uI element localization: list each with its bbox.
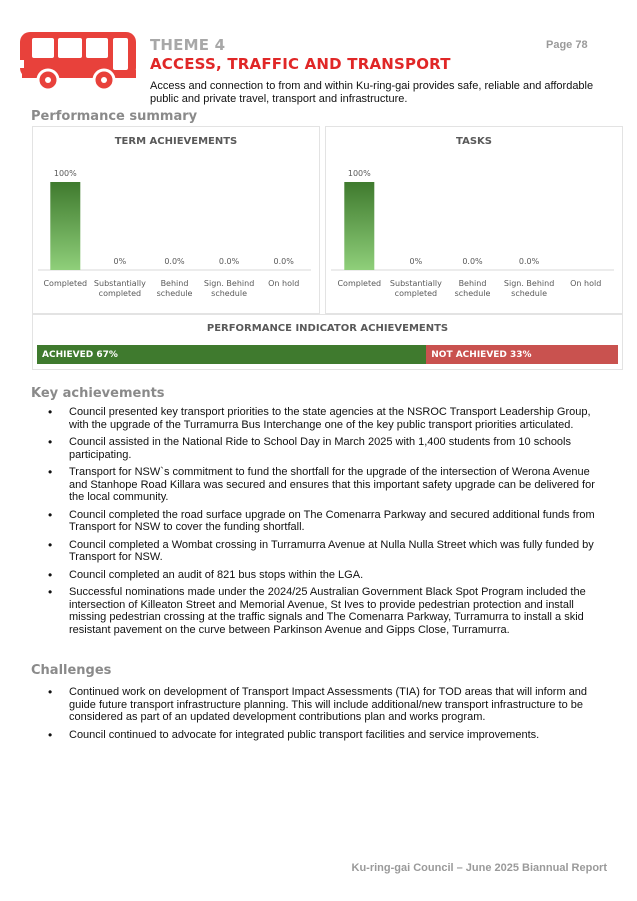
tick-label-4: On hold bbox=[570, 279, 602, 288]
footer-text: Ku-ring-gai Council – June 2025 Biannual Report bbox=[351, 862, 607, 874]
list-item: • Council presented key transport priorities to the state agencies at the NSROC Transport Leadership Group, with the upgrade of the Turramurra Bus Interchange one of the key public transport priorities articulated. bbox=[48, 406, 608, 431]
tick-label-3: Sign. Behind schedule bbox=[503, 279, 555, 298]
theme-title: ACCESS, TRAFFIC AND TRANSPORT bbox=[150, 55, 451, 73]
performance-indicator-bar bbox=[37, 345, 618, 364]
performance-summary-heading: Performance summary bbox=[31, 109, 198, 124]
tick-label-3: Sign. Behind schedule bbox=[203, 279, 255, 298]
list-item: • Council completed the road surface upgrade on The Comenarra Parkway and secured additional funds from Transport for NSW to cover the funding shortfall. bbox=[48, 509, 608, 534]
data-label-3: 0.0% bbox=[518, 257, 540, 266]
not-achieved-segment: NOT ACHIEVED 33% bbox=[426, 345, 618, 364]
chart-title: PERFORMANCE INDICATOR ACHIEVEMENTS bbox=[206, 323, 449, 334]
performance-indicator-chart bbox=[32, 314, 623, 370]
key-achievements-list bbox=[48, 406, 608, 641]
bus-icon bbox=[18, 30, 140, 92]
chart-title: TASKS bbox=[456, 136, 492, 147]
data-label-0: 100% bbox=[347, 169, 371, 178]
bar-0 bbox=[50, 182, 80, 270]
list-item: • Council completed an audit of 821 bus stops within the LGA. bbox=[48, 569, 608, 582]
data-label-1: 0% bbox=[409, 257, 423, 266]
list-item: • Transport for NSW`s commitment to fund the shortfall for the upgrade of the intersection of Werona Avenue and Stanhope Road Killara was secured and ensures that this important safety upgrade can be delivered for the local community. bbox=[48, 466, 608, 504]
term-achievements-plot bbox=[33, 127, 319, 313]
data-label-1: 0% bbox=[113, 257, 127, 266]
tasks-plot bbox=[326, 127, 622, 313]
list-item: • Council assisted in the National Ride to School Day in March 2025 with 1,400 students from 10 schools participating. bbox=[48, 436, 608, 461]
tick-label-2: Behind schedule bbox=[454, 279, 491, 298]
list-item: • Continued work on development of Transport Impact Assessments (TIA) for TOD areas that will inform and guide future transport infrastructure planning. This will include additional/new transport infrastructure to be considered as part of an updated development contributions plan and works program. bbox=[48, 686, 608, 724]
chart-title: TERM ACHIEVEMENTS bbox=[114, 136, 238, 147]
list-item: • Council completed a Wombat crossing in Turramurra Avenue at Nulla Nulla Street which was fully funded by Transport for NSW. bbox=[48, 539, 608, 564]
data-label-2: 0.0% bbox=[164, 257, 185, 266]
list-item: • Successful nominations made under the 2024/25 Australian Government Black Spot Program included the intersection of Killeaton Street and Memorial Avenue, St Ives to provide pedestrian protection and install missing pedestrian crossing at the traffic signals and The Comenarra Parkway, Turramurra to install a skid resistant pavement on the curve between Parkinson Avenue and Gipps Close, Turramurra. bbox=[48, 586, 608, 636]
bar-0 bbox=[344, 182, 374, 270]
tick-label-0: Completed bbox=[43, 279, 88, 288]
data-label-2: 0.0% bbox=[462, 257, 483, 266]
tick-label-0: Completed bbox=[337, 279, 382, 288]
term-achievements-chart bbox=[32, 126, 320, 314]
challenges-list bbox=[48, 686, 608, 746]
key-achievements-heading: Key achievements bbox=[31, 386, 165, 401]
theme-description: Access and connection to from and within Ku-ring-gai provides safe, reliable and affordable public and private travel, transport and infrastructure. bbox=[150, 80, 594, 105]
tick-label-4: On hold bbox=[268, 279, 300, 288]
page-number: Page 78 bbox=[546, 39, 588, 51]
data-label-3: 0.0% bbox=[218, 257, 240, 266]
tasks-chart bbox=[325, 126, 623, 314]
data-label-4: 0.0% bbox=[273, 257, 294, 266]
tick-label-2: Behind schedule bbox=[156, 279, 193, 298]
challenges-heading: Challenges bbox=[31, 663, 112, 678]
tick-label-1: Substantially completed bbox=[389, 279, 442, 298]
theme-number: THEME 4 bbox=[150, 36, 226, 54]
tick-label-1: Substantially completed bbox=[93, 279, 146, 298]
data-label-0: 100% bbox=[53, 169, 77, 178]
list-item: • Council continued to advocate for integrated public transport facilities and service improvements. bbox=[48, 729, 608, 742]
achieved-segment: ACHIEVED 67% bbox=[37, 345, 426, 364]
